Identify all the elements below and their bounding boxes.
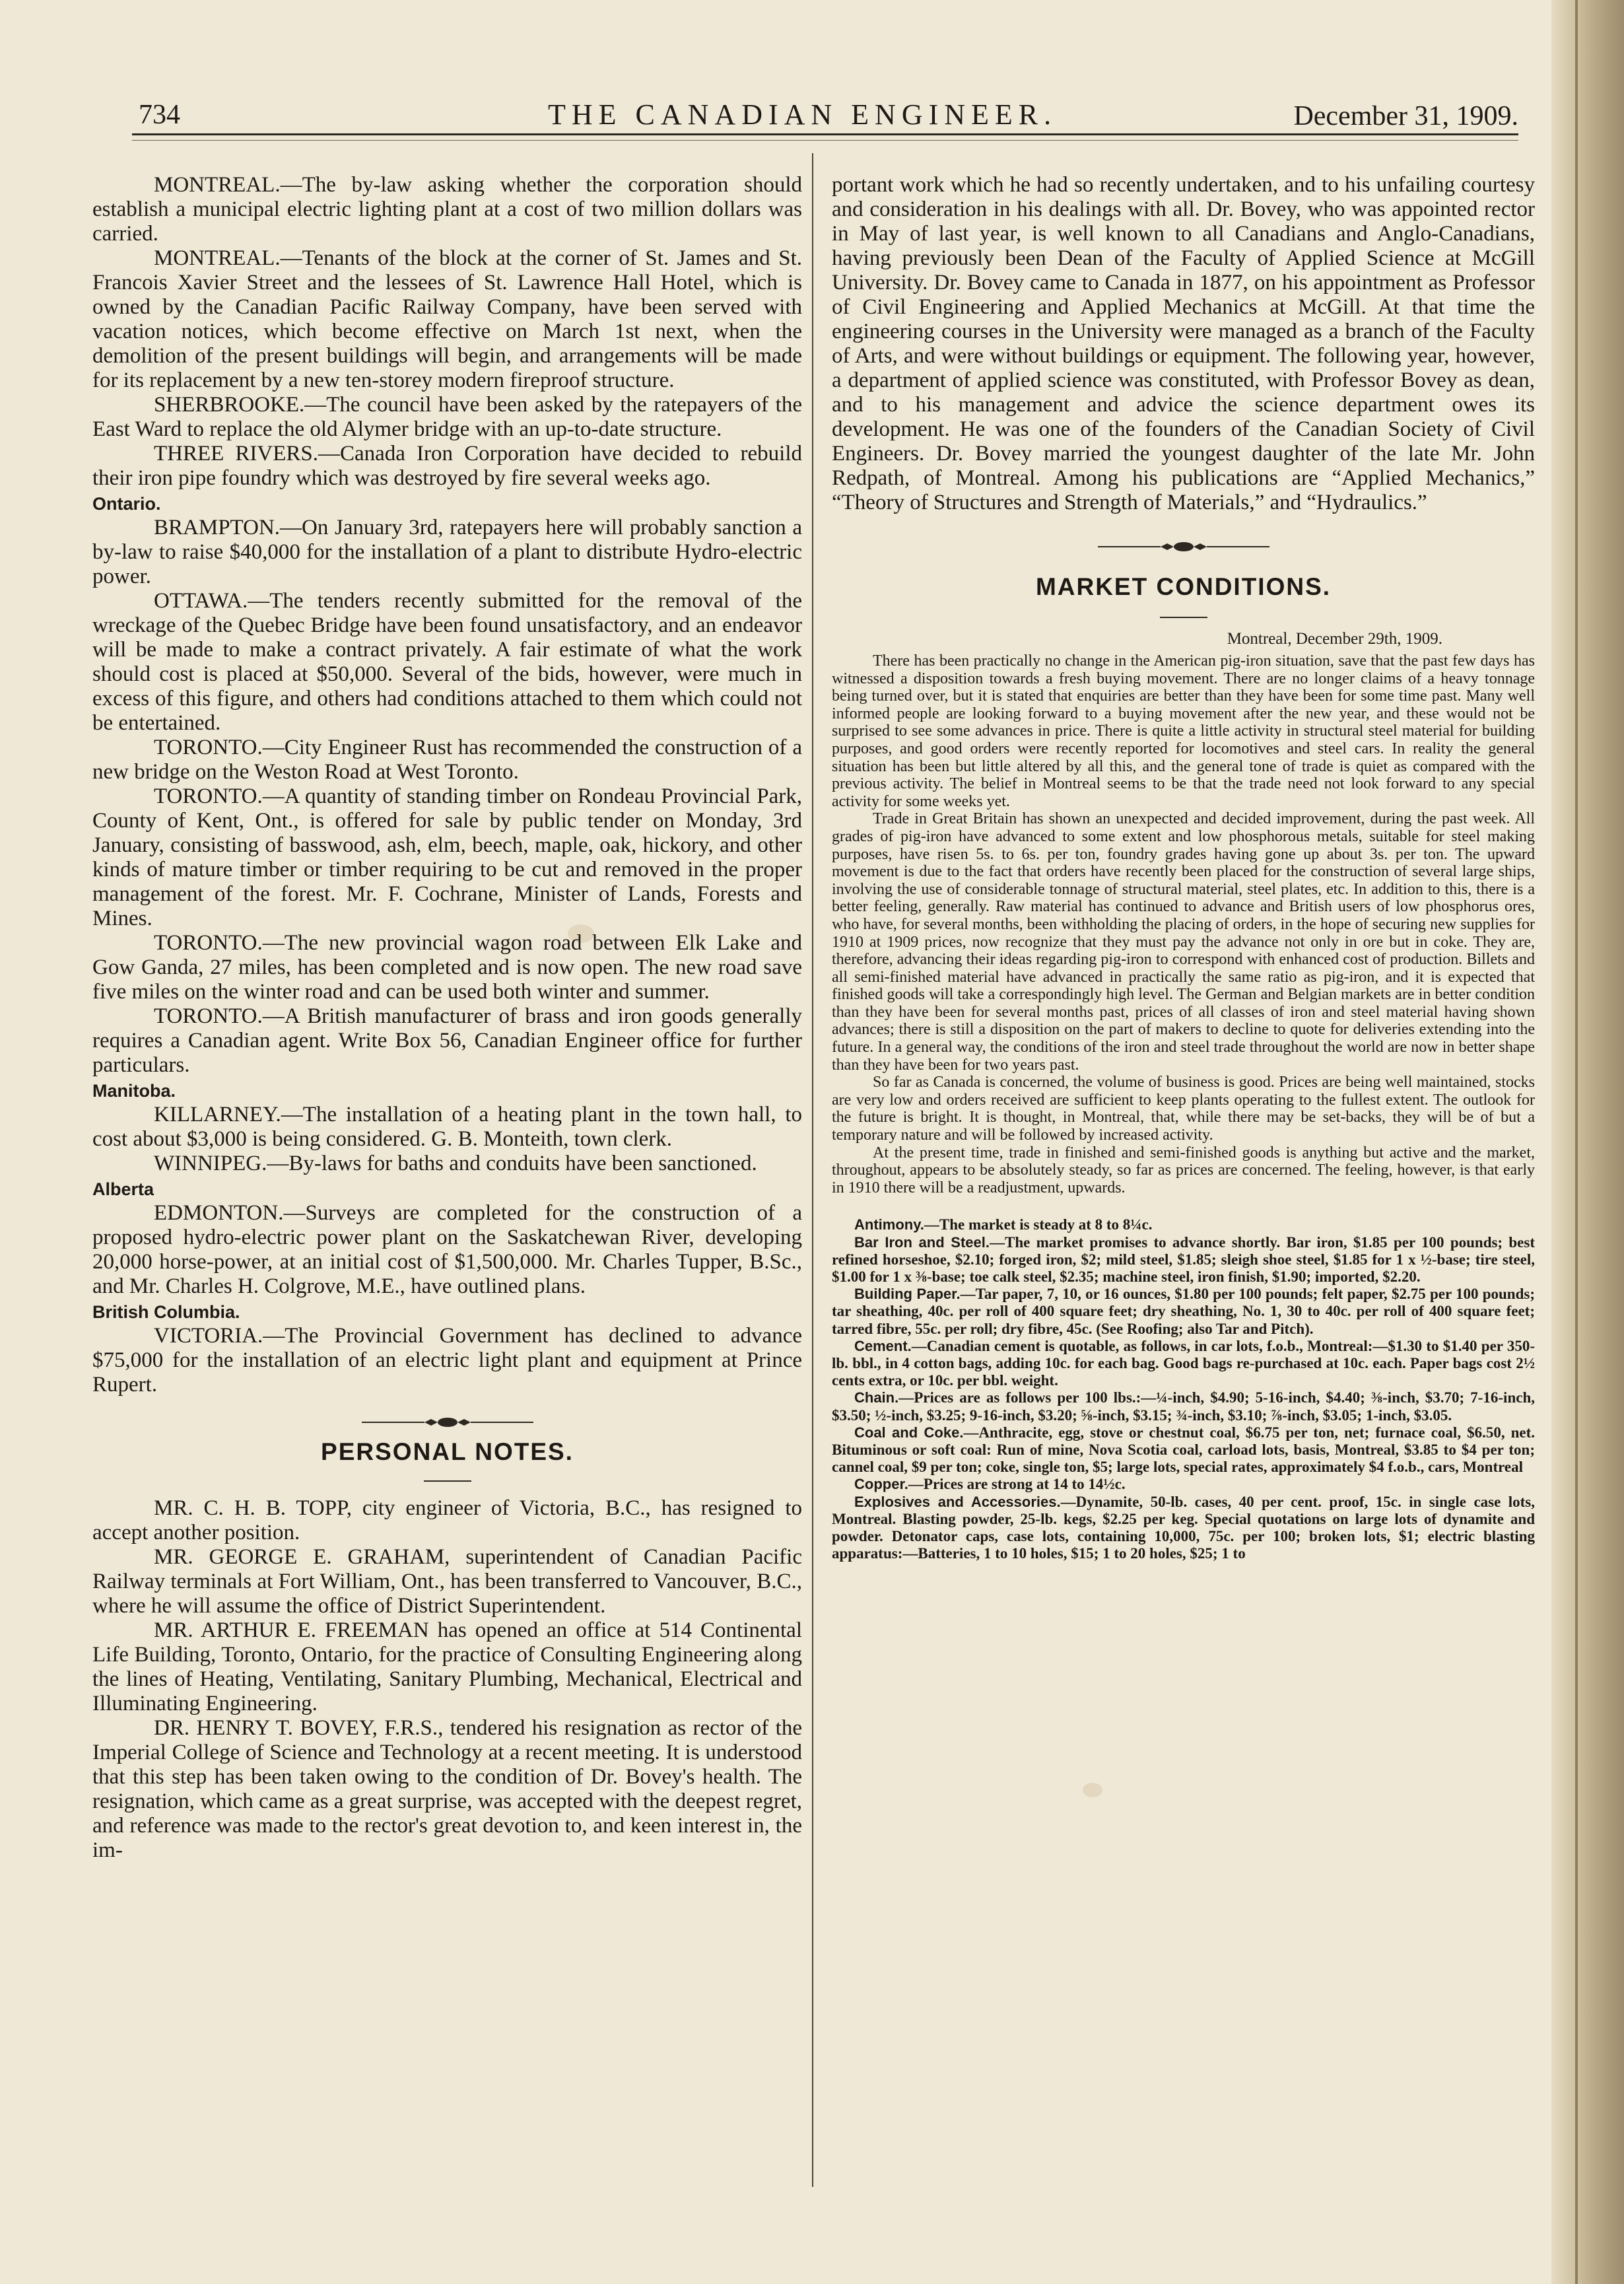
news-item: EDMONTON.—Surveys are completed for the construction of a proposed hydro-electric power plant on the Saskatchewan River, developing 20,000 horse-power, at an initial cost of $1,500,000. Mr. Charles Tupper, B.Sc., and Mr. Charles H. Colgrove, M.E., have outlined plans. — [92, 1201, 802, 1298]
market-paragraph: Trade in Great Britain has shown an unexpected and decided improvement, during the past week. All grades of pig-iron have advanced to some extent and low phosphorous metals, suitable for steel making purposes, have risen 5s. to 6s. per ton, foundry grades having gone up about 3s. per ton. The upward movement is due to the fact that orders have recently been placed for the construction of several large ships, involving the use of considerable tonnage of structural material, steel plates, etc. In addition to this, there is a better feeling, generally. Raw material has continued to advance and British users of low phosphorus ores, who have, for several months, been withholding the placing of orders, in the hope of securing new supplies for 1910 at 1909 prices, now recognize that they must pay the advance not only in ore but in coke. They are, therefore, advancing their ideas regarding pig-iron to correspond with enhanced cost of production. Billets and all semi-finished material have advanced in practically the same ratio as pig-iron, and it is expected that finished goods will take a correspondingly high level. The German and Belgian markets are in better condition than they have been for several months past, prices of all classes of iron and steel material having shown advances; there is still a disposition on the part of makers to decline to quote for deliveries extending into the future. In a general way, the conditions of the iron and steel trade throughout the world are now in better shape than they have been for two years past. — [832, 810, 1535, 1074]
market-item-label: Copper. — [854, 1476, 908, 1493]
market-item-text: —Anthracite, egg, stove or chestnut coal, $6.75 per ton, net; furnace coal, $6.50, net. Bituminous or soft coal: Run of mine, Nova Scotia coal, carload lots, basis, Montreal, $3.85 to $4 per ton; cannel coal, $9 per ton; coke, single ton, $5; large lots, special rates, approximately $4 f.o.b., cars, Montreal — [832, 1424, 1535, 1476]
page-number: 734 — [139, 100, 180, 130]
market-item-cement — [832, 1338, 1535, 1390]
personal-item: MR. C. H. B. TOPP, city engineer of Victoria, B.C., has resigned to accept another position. — [92, 1496, 802, 1544]
personal-item: MR. ARTHUR E. FREEMAN has opened an office at 514 Continental Life Building, Toronto, Ontario, for the practice of Consulting Engineering along the lines of Heating, Ventilating, Sanitary Plumbing, Mechanical, Electrical and Illuminating Engineering. — [92, 1618, 802, 1715]
title-rule — [1160, 617, 1207, 618]
market-dateline: Montreal, December 29th, 1909. — [1227, 630, 1442, 648]
news-item: TORONTO.—The new provincial wagon road between Elk Lake and Gow Ganda, 27 miles, has been completed and is now open. The new road save five miles on the winter road and can be used both winter and summer. — [92, 931, 802, 1004]
market-item-coal-coke — [832, 1424, 1535, 1476]
news-item: KILLARNEY.—The installation of a heating plant in the town hall, to cost about $3,000 is being considered. G. B. Monteith, town clerk. — [92, 1103, 802, 1151]
page-header — [132, 92, 1518, 145]
market-paragraph: At the present time, trade in finished and semi-finished goods is anything but active and the market, throughout, appears to be absolutely steady, so far as prices are concerned. The feeling, however, is that early in 1910 there will be a readjustment, upwards. — [832, 1144, 1535, 1196]
region-heading-ontario: Ontario. — [92, 494, 161, 514]
header-rule — [132, 133, 1518, 135]
issue-date: December 31, 1909. — [1293, 101, 1518, 131]
personal-notes-title: PERSONAL NOTES. — [321, 1438, 574, 1465]
market-item-chain — [832, 1389, 1535, 1424]
market-item-text: —Dynamite, 50-lb. cases, 40 per cent. proof, 15c. in single case lots, Montreal. Blasting powder, 25-lb. kegs, $2.25 per keg. Special quotations on large lots of dynamite and powder. Detonator caps, case lots, containing 10,000, 75c. per 100; broken lots, $1; electric blasting apparatus:—Batteries, 1 to 10 holes, $15; 1 to 20 holes, $25; 1 to — [832, 1493, 1536, 1562]
market-item-bar-iron — [832, 1234, 1535, 1286]
market-item-building-paper — [832, 1286, 1535, 1338]
market-conditions-title: MARKET CONDITIONS. — [1035, 573, 1332, 600]
region-heading-alberta: Alberta — [92, 1179, 154, 1199]
title-rule — [424, 1480, 471, 1482]
news-item: TORONTO.—A British manufacturer of brass and iron goods generally requires a Canadian agent. Write Box 56, Canadian Engineer office for further particulars. — [92, 1004, 802, 1077]
left-column — [92, 173, 802, 1863]
right-column — [832, 173, 1535, 1562]
news-item: MONTREAL.—Tenants of the block at the corner of St. James and St. Francois Xavier Street and the lessees of St. Lawrence Hall Hotel, which is owned by the Canadian Pacific Railway Company, have been served with vacation notices, which become effective on March 1st next, when the demolition of the present buildings will begin, and arrangements will be made for its replacement by a new ten-storey modern fireproof structure. — [92, 246, 802, 392]
market-item-text: —Prices are as follows per 100 lbs.:—¼-inch, $4.90; 5-16-inch, $4.40; ⅜-inch, $3.70; 7-16-inch, $3.50; ½-inch, $3.25; 9-16-inch, $3.20; ⅝-inch, $3.15; ¾-inch, $3.10; ⅞-inch, $3.05; 1-inch, $3.05. — [832, 1389, 1535, 1424]
market-item-label: Antimony. — [854, 1216, 924, 1233]
column-divider — [812, 153, 813, 2187]
page-edge — [1551, 0, 1624, 2284]
news-item: THREE RIVERS.—Canada Iron Corporation have decided to rebuild their iron pipe foundry which was destroyed by fire several weeks ago. — [92, 442, 802, 490]
news-item: SHERBROOKE.—The council have been asked by the ratepayers of the East Ward to replace the old Alymer bridge with an up-to-date structure. — [92, 393, 802, 441]
market-item-antimony — [832, 1216, 1535, 1233]
region-heading-british-columbia: British Columbia. — [92, 1302, 240, 1322]
news-item: TORONTO.—City Engineer Rust has recommended the construction of a new bridge on the Weston Road at West Toronto. — [92, 736, 802, 784]
news-item: MONTREAL.—The by-law asking whether the corporation should establish a municipal electric lighting plant at a cost of two million dollars was carried. — [92, 173, 802, 246]
news-item: TORONTO.—A quantity of standing timber on Rondeau Provincial Park, County of Kent, Ont., is offered for sale by public tender on Monday, 3rd January, consisting of basswood, ash, elm, beech, maple, oak, hickory, and other kinds of mature timber or timber requiring to be cut and removed in the proper management of the forest. Mr. F. Cochrane, Minister of Lands, Forests and Mines. — [92, 784, 802, 930]
paper-stain — [1083, 1783, 1102, 1797]
market-item-label: Cement. — [854, 1337, 912, 1354]
page-edge-shadow — [1575, 0, 1578, 2284]
market-item-text: —Tar paper, 7, 10, or 16 ounces, $1.80 per 100 pounds; felt paper, $2.75 per 100 pounds; tar sheathing, 40c. per roll of 400 square feet; dry sheathing, No. 1, 30 to 40c. per roll of 400 square feet; tarred fibre, 55c. per roll; dry fibre, 45c. (See Roofing; also Tar and Pitch). — [832, 1286, 1535, 1337]
news-item: VICTORIA.—The Provincial Government has declined to advance $75,000 for the installation of an electric light plant and equipment at Prince Rupert. — [92, 1324, 802, 1397]
personal-item: DR. HENRY T. BOVEY, F.R.S., tendered his resignation as rector of the Imperial College of Science and Technology at a recent meeting. It is understood that this step has been taken owing to the condition of Dr. Bovey's health. The resignation, which came as a great surprise, was accepted with the deepest regret, and reference was made to the rector's great devotion to, and keen interest in, the im- — [92, 1716, 802, 1862]
market-item-label: Building Paper. — [854, 1286, 961, 1303]
journal-title: THE CANADIAN ENGINEER. — [548, 98, 1058, 131]
header-rule-thin — [132, 140, 1518, 141]
news-item: WINNIPEG.—By-laws for baths and conduits have been sanctioned. — [154, 1152, 757, 1175]
market-item-label: Bar Iron and Steel. — [854, 1233, 990, 1251]
market-item-copper — [832, 1476, 1535, 1493]
news-item: OTTAWA.—The tenders recently submitted for the removal of the wreckage of the Quebec Bridge have been found unsatisfactory, and an endeavor will be made to make a contract privately. A fair estimate of what the work should cost is placed at $50,000. Several of the bids, however, were much in excess of this figure, and others had conditions attached to them which could not be entertained. — [92, 589, 802, 735]
market-item-label: Coal and Coke. — [854, 1424, 964, 1441]
section-ornament — [362, 1416, 533, 1429]
section-ornament — [1098, 540, 1269, 553]
market-paragraph: So far as Canada is concerned, the volume of business is good. Prices are being well maintained, stocks are very low and orders received are sufficient to keep plants operating to the fullest extent. The outlook for the future is bright. It is thought, in Montreal, that, while there may be set-backs, they will be of but a temporary nature and will be followed by increased activity. — [832, 1074, 1535, 1144]
market-item-explosives — [832, 1494, 1535, 1563]
spacer — [832, 1196, 1535, 1216]
bovey-continued: portant work which he had so recently undertaken, and to his unfailing courtesy and consideration in his dealings with all. Dr. Bovey, who was appointed rector in May of last year, is well known to all Canadians and Anglo-Canadians, having previously been Dean of the Faculty of Applied Science at McGill University. Dr. Bovey came to Canada in 1877, on his appointment as Professor of Civil Engineering and Applied Mechanics at McGill. At that time the engineering courses in the University were managed as a branch of the Faculty of Arts, and were without buildings or equipment. The following year, however, a department of applied science was constituted, with Professor Bovey as dean, and to his management and advice the science department owes its development. He was one of the founders of the Canadian Society of Civil Engineers. Dr. Bovey married the youngest daughter of the late Mr. John Redpath, of Montreal. Among his publications are “Applied Mechanics,” “Theory of Structures and Strength of Materials,” and “Hydraulics.” — [832, 173, 1535, 514]
market-item-text: —The market promises to advance shortly. Bar iron, $1.85 per 100 pounds; best refined horseshoe, $2.10; forged iron, $2; mild steel, $1.85; sleigh shoe steel, $1.85 for 1 x ½-base; tire steel, $1.00 for 1 x ⅜-base; toe calk steel, $2.35; machine steel, iron finish, $1.90; imported, $2.20. — [832, 1233, 1535, 1286]
market-paragraph: There has been practically no change in the American pig-iron situation, save that the past few days has witnessed a disposition towards a fresh buying movement. There are no longer claims of a heavy tonnage being turned over, but it is stated that enquiries are better than they have been for some time past. Many well informed people are looking forward to a buying movement after the new year, and these would not be surprised to see some advances in price. There is quite a little activity in structural steel material for building purposes, and good orders were recently reported for locomotives and steel cars. In reality the general situation has been but little altered by all this, and the general tone of trade is quiet as compared with the previous activity. The belief in Montreal seems to be that the trade need not look forward to any special activity for some weeks yet. — [832, 652, 1535, 810]
region-heading-manitoba: Manitoba. — [92, 1081, 176, 1101]
market-item-label: Chain. — [854, 1389, 899, 1406]
market-item-text: —Canadian cement is quotable, as follows, in car lots, f.o.b., Montreal:—$1.30 to $1.40 per 350-lb. bbl., in 4 cotton bags, adding 10c. for each bag. Good bags re-purchased at 10c. each. Paper bags cost 2½ cents extra, or 10c. per bbl. weight. — [832, 1337, 1535, 1389]
market-item-text: —Prices are strong at 14 to 14½c. — [908, 1476, 1126, 1493]
market-item-text: —The market is steady at 8 to 8¼c. — [924, 1216, 1153, 1233]
market-item-label: Explosives and Accessories. — [854, 1493, 1061, 1510]
personal-item: MR. GEORGE E. GRAHAM, superintendent of Canadian Pacific Railway terminals at Fort William, Ont., has been transferred to Vancouver, B.C., where he will assume the office of District Superintendent. — [92, 1545, 802, 1618]
news-item: BRAMPTON.—On January 3rd, ratepayers here will probably sanction a by-law to raise $40,000 for the installation of a plant to distribute Hydro-electric power. — [92, 516, 802, 588]
